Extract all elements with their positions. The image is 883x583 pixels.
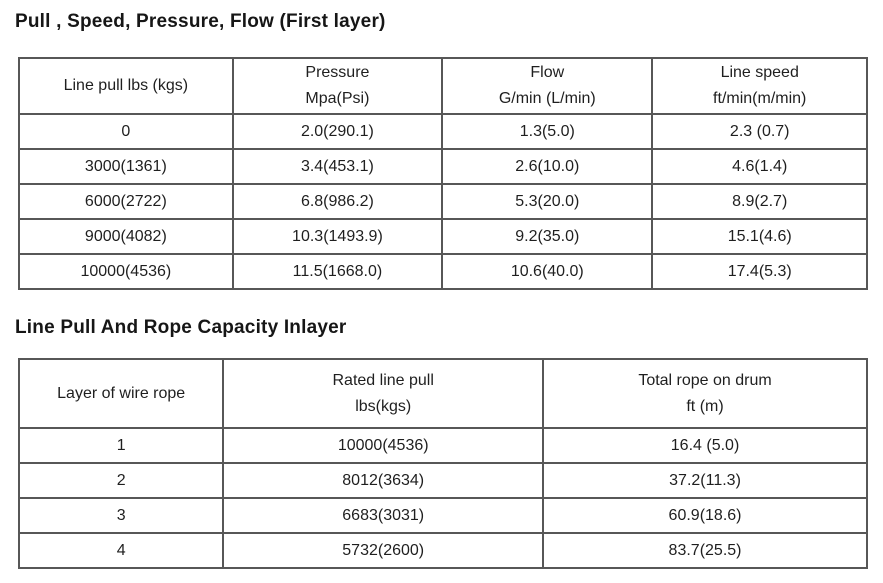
table-cell: 10.3(1493.9) [233,219,442,254]
table-cell: 0 [19,114,233,149]
table-row [19,114,867,149]
column-header [442,58,652,114]
table-row [19,219,867,254]
table-cell: 6000(2722) [19,184,233,219]
table-cell: 10.6(40.0) [442,254,652,289]
column-header [223,359,543,428]
table-cell: 2.6(10.0) [442,149,652,184]
section-title-line-pull-rope-capacity: Line Pull And Rope Capacity Inlayer [15,317,347,338]
table-cell: 9000(4082) [19,219,233,254]
section-line-pull-rope-capacity [14,317,868,569]
section-title-pull-speed-pressure-flow: Pull , Speed, Pressure, Flow (First layer) [15,11,386,32]
column-header [19,58,233,114]
column-header-line: Rated line pull [332,371,434,389]
table-cell: 5.3(20.0) [442,184,652,219]
table-cell: 2.3 (0.7) [652,114,867,149]
table-cell: 6.8(986.2) [233,184,442,219]
column-header-line: Total rope on drum [638,371,772,389]
header-row [19,359,867,428]
header-row [19,58,867,114]
column-header [233,58,442,114]
table-cell: 3000(1361) [19,149,233,184]
table-cell: 6683(3031) [223,498,543,533]
table-cell: 37.2(11.3) [543,463,867,498]
table-cell: 2.0(290.1) [233,114,442,149]
table-row [19,533,867,568]
column-header-line: ft (m) [686,397,724,415]
column-header-line: Pressure [305,64,370,81]
table-cell: 11.5(1668.0) [233,254,442,289]
table-cell: 10000(4536) [19,254,233,289]
table-cell: 83.7(25.5) [543,533,867,568]
table-cell: 60.9(18.6) [543,498,867,533]
section-pull-speed-pressure-flow [14,11,868,290]
table-row [19,254,867,289]
table-row [19,149,867,184]
column-header-line: Layer of wire rope [57,384,186,402]
table-cell: 9.2(35.0) [442,219,652,254]
column-header [19,359,223,428]
table-cell: 15.1(4.6) [652,219,867,254]
column-header-line: ft/min(m/min) [713,90,807,107]
column-header-line: Mpa(Psi) [305,90,370,107]
table-cell: 10000(4536) [223,428,543,463]
table-cell: 3.4(453.1) [233,149,442,184]
table-cell: 4 [19,533,223,568]
column-header-line: Flow [530,64,565,81]
table-cell: 8012(3634) [223,463,543,498]
column-header [652,58,867,114]
table-cell: 8.9(2.7) [652,184,867,219]
column-header [543,359,867,428]
table-row [19,498,867,533]
table-cell: 1 [19,428,223,463]
table-row [19,463,867,498]
table-cell: 17.4(5.3) [652,254,867,289]
column-header-line: lbs(kgs) [355,397,412,415]
table-cell: 16.4 (5.0) [543,428,867,463]
table-cell: 4.6(1.4) [652,149,867,184]
line-pull-rope-capacity-table [18,358,868,569]
table-cell: 1.3(5.0) [442,114,652,149]
table-cell: 3 [19,498,223,533]
column-header-line: Line pull lbs (kgs) [63,77,189,94]
column-header-line: G/min (L/min) [498,90,596,107]
table-cell: 5732(2600) [223,533,543,568]
table-cell: 2 [19,463,223,498]
pull-speed-pressure-flow-table [18,57,868,290]
table-row [19,184,867,219]
table-row [19,428,867,463]
column-header-line: Line speed [720,64,799,81]
